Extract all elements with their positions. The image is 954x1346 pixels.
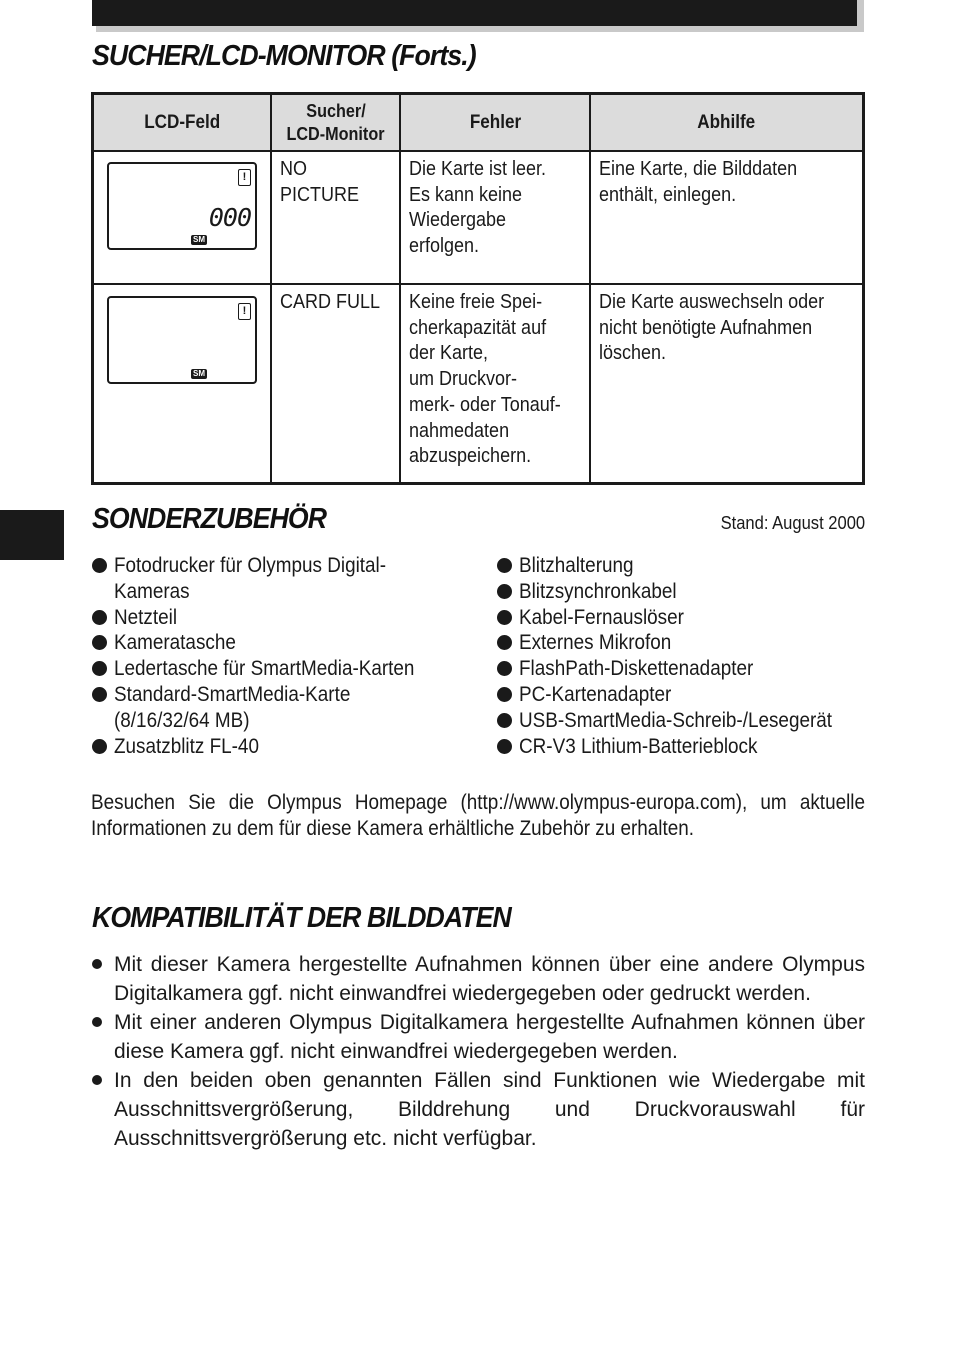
col-header-sucher: Sucher/ LCD-Monitor <box>271 94 400 152</box>
fehler-cell: Die Karte ist leer. Es kann keine Wiedergabe erfolgen. <box>400 151 590 284</box>
bullet-icon <box>497 687 512 702</box>
smartmedia-icon: SM <box>193 369 205 378</box>
col-header-fehler: Fehler <box>400 94 590 152</box>
list-item: Mit dieser Kamera hergestellte Aufnahmen können über eine andere Olympus Digitalkamera ggf. nicht einwandfrei wiedergegeben oder gedruckt werden. <box>91 950 865 1008</box>
col-header-abhilfe: Abhilfe <box>590 94 863 152</box>
list-item: CR-V3 Lithium-Batterieblock <box>497 734 867 760</box>
list-item: Netzteil <box>92 605 448 631</box>
accessory-list-left <box>92 553 448 759</box>
monitor-cell: NO PICTURE <box>271 151 400 284</box>
lcd-cell <box>93 284 271 484</box>
bullet-icon <box>92 1017 102 1027</box>
list-item: Kameratasche <box>92 630 448 656</box>
compatibility-list <box>91 950 865 1153</box>
section-title-sonderzubehoer: SONDERZUBEHÖR <box>92 503 327 535</box>
section-title-sucher: SUCHER/LCD-MONITOR (Forts.) <box>92 40 476 72</box>
chapter-tab <box>0 510 64 560</box>
card-warning-icon: ! <box>238 303 251 320</box>
frame-counter: 000 <box>208 203 251 232</box>
fehler-cell: Keine freie Spei- cherkapazität auf der Karte, um Druckvor- merk- oder Tonauf- nahmedaten abzuspeichern. <box>400 284 590 484</box>
list-item: Kabel-Fernauslöser <box>497 605 867 631</box>
list-item: Ledertasche für SmartMedia-Karten <box>92 656 448 682</box>
bullet-icon <box>497 635 512 650</box>
list-item: Blitzhalterung <box>497 553 867 579</box>
bullet-icon <box>92 558 107 573</box>
list-item: Standard-SmartMedia-Karte (8/16/32/64 MB) <box>92 682 448 734</box>
list-item: Zusatzblitz FL-40 <box>92 734 448 760</box>
section-title-kompatibilitaet: KOMPATIBILITÄT DER BILDDATEN <box>92 902 511 934</box>
smartmedia-icon: SM <box>193 235 205 244</box>
bullet-icon <box>497 713 512 728</box>
list-item: Blitzsynchronkabel <box>497 579 867 605</box>
abhilfe-cell: Eine Karte, die Bilddaten enthält, einlegen. <box>590 151 863 284</box>
error-table <box>91 92 865 485</box>
list-item: Fotodrucker für Olympus Digital- Kameras <box>92 553 448 605</box>
bullet-icon <box>92 635 107 650</box>
list-item: Mit einer anderen Olympus Digitalkamera hergestellte Aufnahmen können über diese Kamera ggf. nicht einwandfrei wiedergegeben werden. <box>91 1008 865 1066</box>
list-item: In den beiden oben genannten Fällen sind Funktionen wie Wiedergabe mit Ausschnittsvergrößerung, Bilddrehung und Druckvorauswahl für Ausschnittsvergrößerung etc. nicht verfügbar. <box>91 1066 865 1153</box>
bullet-icon <box>92 687 107 702</box>
monitor-cell: CARD FULL <box>271 284 400 484</box>
list-item: USB-SmartMedia-Schreib-/Lesegerät <box>497 708 867 734</box>
stand-date: Stand: August 2000 <box>720 513 865 533</box>
abhilfe-cell: Die Karte auswechseln oder nicht benötigte Aufnahmen löschen. <box>590 284 863 484</box>
col-header-lcd: LCD-Feld <box>93 94 271 152</box>
lcd-display <box>107 162 257 250</box>
bullet-icon <box>92 610 107 625</box>
list-item: FlashPath-Diskettenadapter <box>497 656 867 682</box>
header-bar <box>92 0 857 26</box>
bullet-icon <box>497 558 512 573</box>
lcd-cell <box>93 151 271 284</box>
lcd-display <box>107 296 257 384</box>
list-item: Externes Mikrofon <box>497 630 867 656</box>
table-row <box>93 284 864 484</box>
bullet-icon <box>497 610 512 625</box>
table-row <box>93 151 864 284</box>
card-warning-icon: ! <box>238 169 251 186</box>
bullet-icon <box>92 959 102 969</box>
table-header-row <box>93 94 864 152</box>
bullet-icon <box>92 739 107 754</box>
bullet-icon <box>497 739 512 754</box>
accessory-list-right <box>497 553 867 759</box>
bullet-icon <box>497 661 512 676</box>
bullet-icon <box>92 1075 102 1085</box>
bullet-icon <box>92 661 107 676</box>
list-item: PC-Kartenadapter <box>497 682 867 708</box>
homepage-note: Besuchen Sie die Olympus Homepage (http://www.olympus-europa.com), um aktuelle Informationen zu dem für diese Kamera erhältliche Zubehör zu erhalten. <box>91 791 865 840</box>
bullet-icon <box>497 584 512 599</box>
